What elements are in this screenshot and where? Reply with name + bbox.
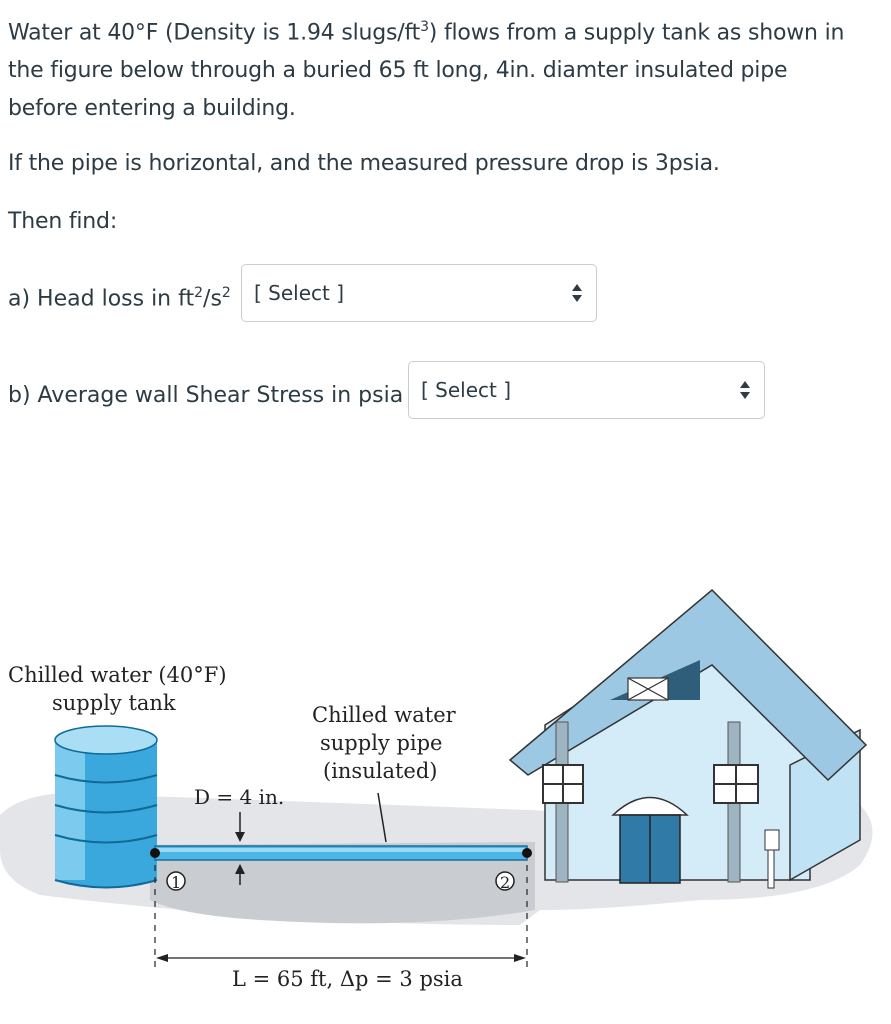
select-arrows-icon [740, 380, 750, 400]
pipe-label-line-1: Chilled water [312, 703, 456, 727]
part-a-select[interactable] [241, 264, 597, 322]
part-a-select-value: [ Select ] [254, 281, 345, 305]
question-line-3: before entering a building. [8, 96, 296, 122]
question-condition: If the pipe is horizontal, and the measured pressure drop is 3psia. [8, 151, 720, 176]
part-b-label: b) Average wall Shear Stress in psia [8, 383, 404, 408]
point-1-label: 1 [171, 873, 182, 892]
question-paragraph [8, 8, 844, 128]
question-then-find: Then find: [8, 209, 118, 234]
pipe-end-2 [522, 848, 532, 858]
tank-label-line-1: Chilled water (40°F) [8, 663, 227, 687]
question-line-1: Water at 40°F (Density is 1.94 slugs/$ft^3$) flows from a supply tank as shown in [8, 19, 845, 46]
part-a-label: a) Head loss in $ft^2/s^2$ [8, 285, 231, 312]
pipe-end-1 [150, 848, 160, 858]
question-line-2: the figure below through a buried 65 ft long, 4in. diamter insulated pipe [8, 58, 788, 84]
point-2-label: 2 [500, 873, 511, 892]
pipe-label-line-3: (insulated) [323, 759, 438, 783]
pipe-label-line-2: supply pipe [320, 731, 443, 755]
tank-label-line-2: supply tank [52, 691, 176, 715]
part-b-select-value: [ Select ] [421, 378, 512, 402]
select-arrows-icon [572, 283, 582, 303]
diameter-label: D = 4 in. [194, 785, 285, 809]
pipe-diagram [0, 580, 891, 1024]
part-b-select[interactable] [408, 361, 765, 419]
building [510, 590, 866, 888]
length-pressure-label: L = 65 ft, Δp = 3 psia [232, 967, 463, 991]
supply-tank [55, 726, 157, 888]
